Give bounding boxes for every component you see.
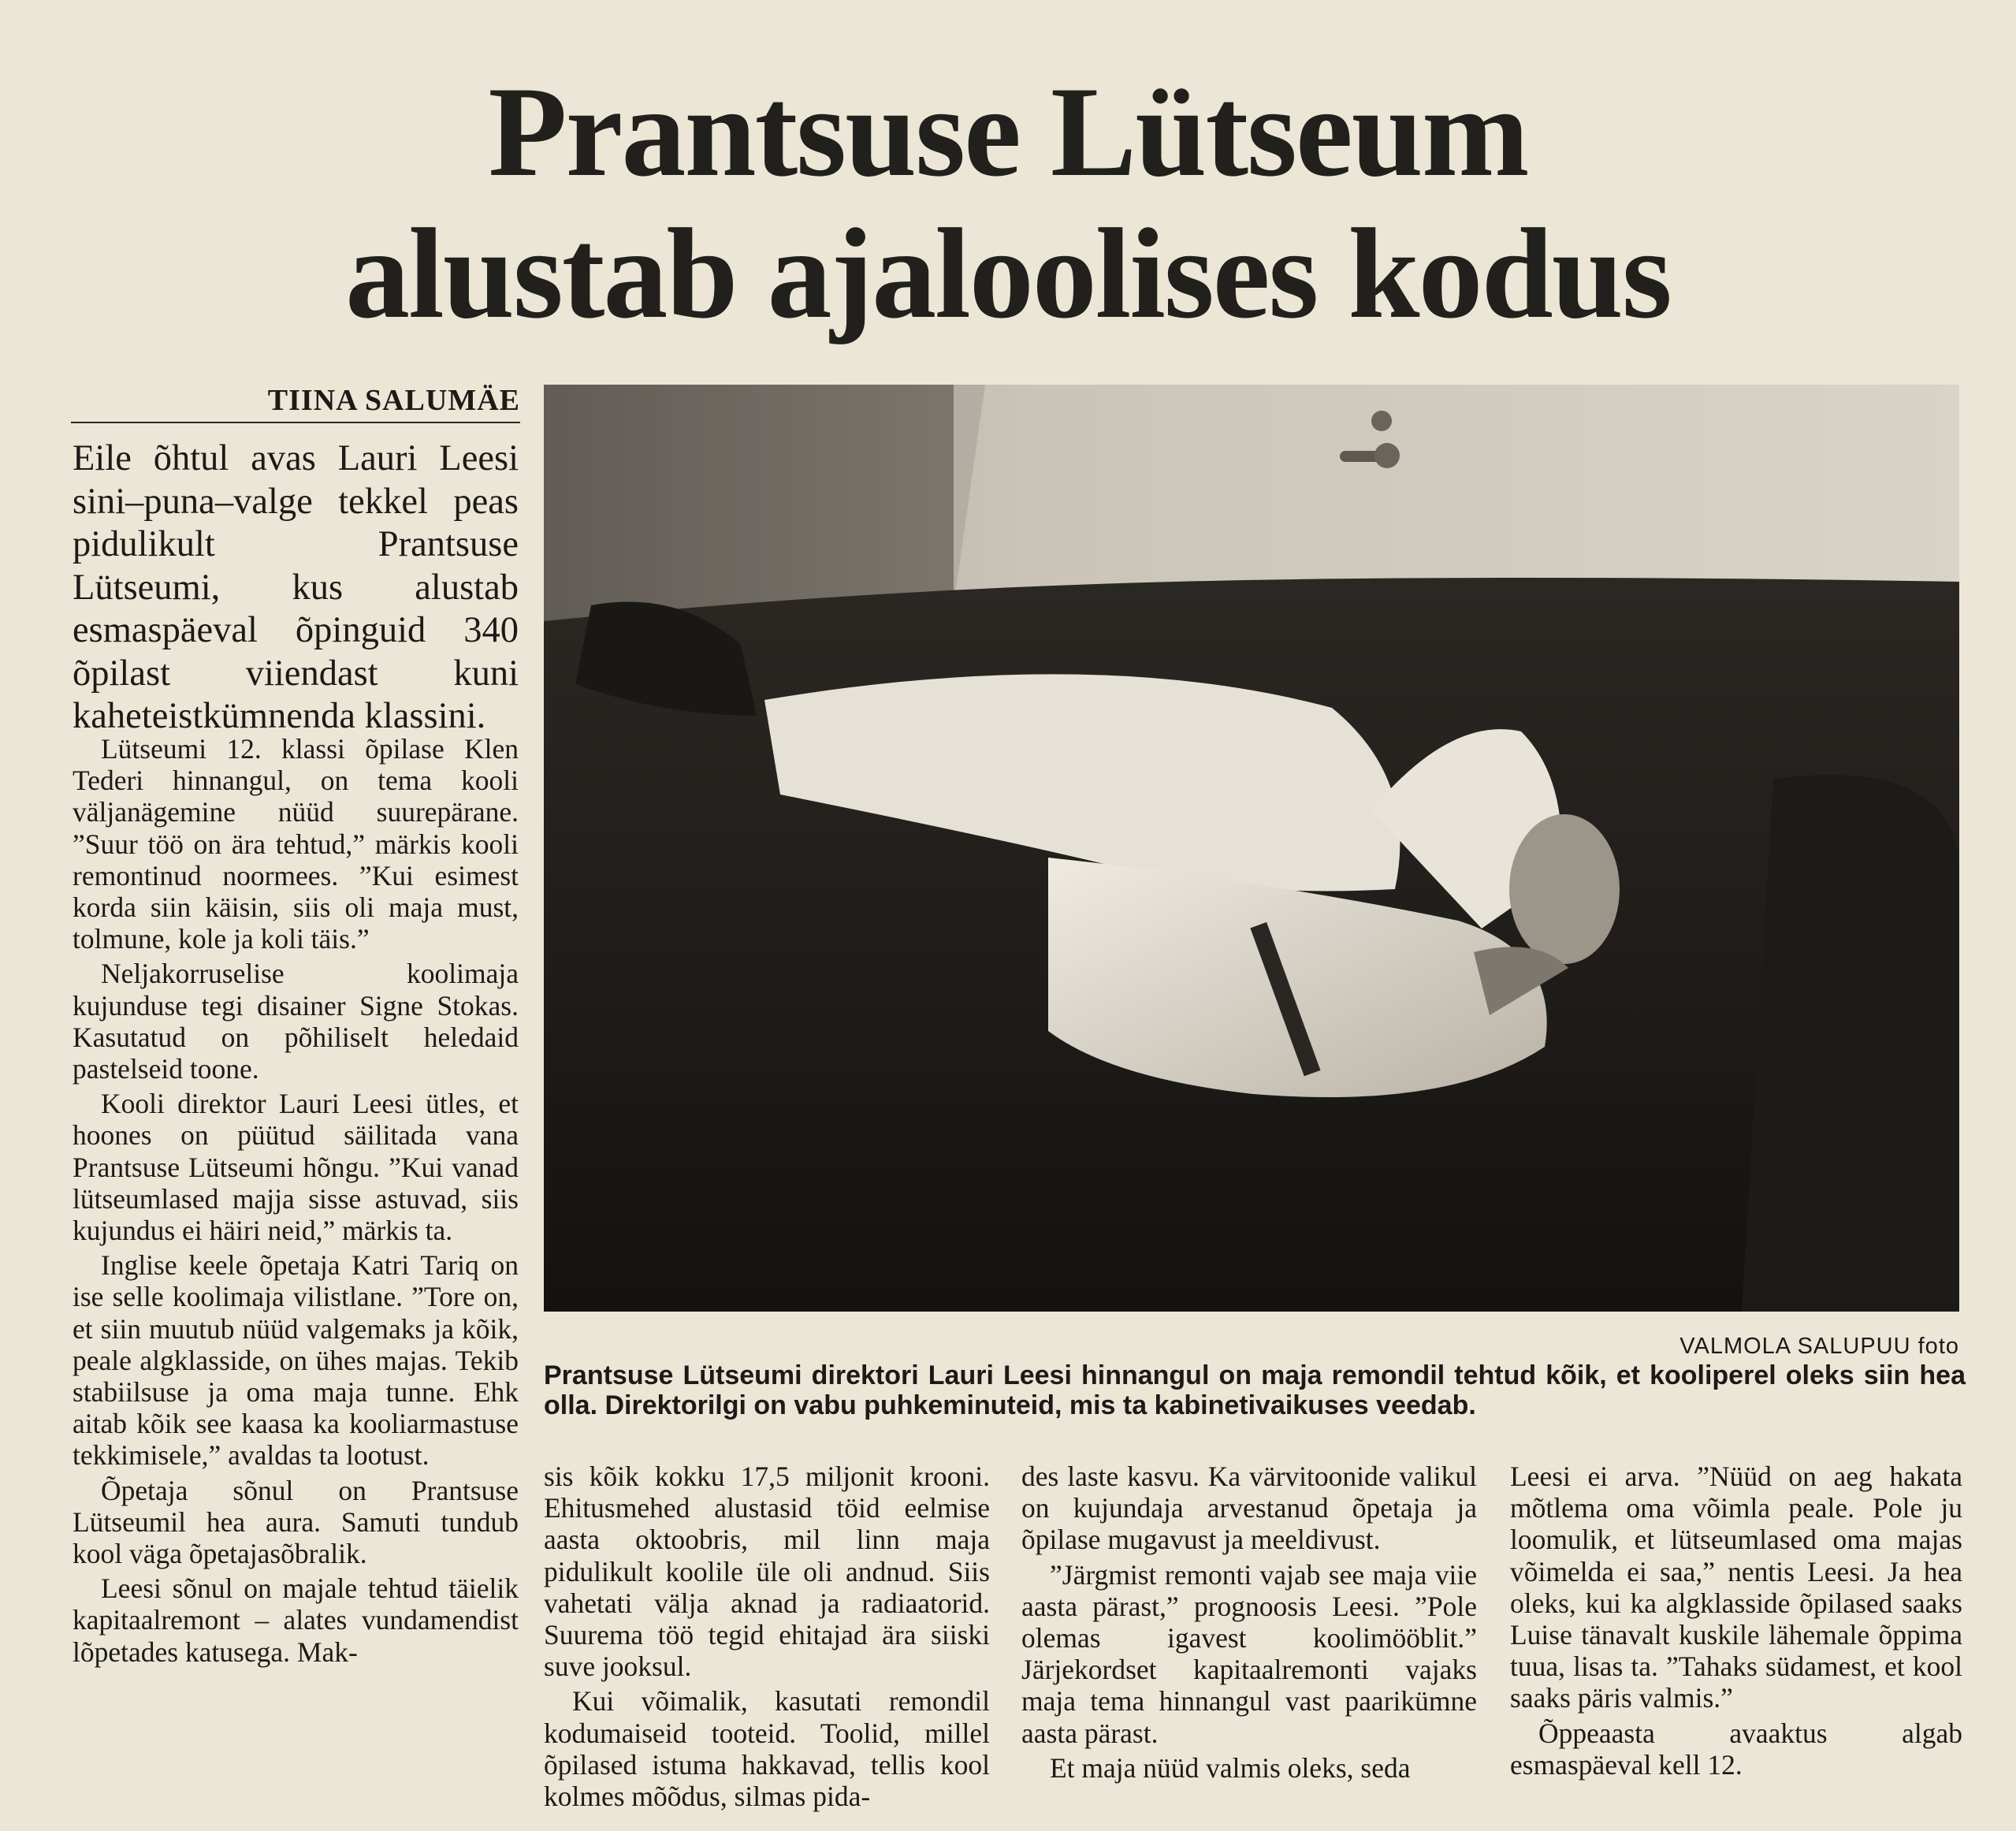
body-paragraph: ”Järgmist remonti vajab see maja viie aasta pärast,” prognoosis Leesi. ”Pole olemas igavest koolimööblit.” Järjekordset kapitaalremonti vajaks maja tema hinnangul vast paarikümne aasta pärast. [1021, 1558, 1477, 1749]
body-paragraph: sis kõik kokku 17,5 miljonit krooni. Ehitusmehed alustasid töid eelmise aasta oktoobris, mil linn maja pidulikult koolile üle oli andnud. Siis vahetati välja aknad ja radiaatorid. Suurema töö tegid ehitajad ära siiski suve jooksul. [544, 1461, 990, 1683]
body-paragraph: Leesi ei arva. ”Nüüd on aeg hakata mõtlema oma võimla peale. Pole ju loomulik, et lütseumlased oma majas võimelda ei saa,” nentis Leesi. Ja hea oleks, kui ka algklasside õpilased saaks Luise tänavalt kuskile lähemale õppima tuua, lisas ta. ”Tahaks südamest, et kool saaks päris valmis.” [1510, 1461, 1962, 1714]
body-column-2 [544, 1461, 990, 1815]
body-paragraph: Neljakorruselise koolimaja kujunduse tegi disainer Signe Stokas. Kasutatud on põhiliselt heledaid pastelseid toone. [73, 958, 519, 1085]
body-paragraph: Kui võimalik, kasutati remondil kodumaiseid tooteid. Toolid, millel õpilased istuma hakkavad, tellis kool kolmes mõõdus, silmas pida- [544, 1685, 990, 1813]
body-paragraph: Inglise keele õpetaja Katri Tariq on ise selle koolimaja vilistlane. ”Tore on, et siin muutub nüüd valgemaks ja kõik, peale algklasside, on ühes majas. Tekib stabiilsuse ja oma maja tunne. Ehk aitab kõik see kaasa ka kooliarmastuse tekkimisele,” avaldas ta lootust. [73, 1249, 519, 1472]
sofa-arm [1742, 775, 1959, 1312]
body-paragraph: Õppeaasta avaaktus algab esmaspäeval kell 12. [1510, 1717, 1962, 1781]
headline-line-2: alustab ajaloolises kodus [345, 203, 1671, 345]
man-head [1509, 814, 1620, 964]
lead-text: Eile õhtul avas Lauri Leesi sini–puna–valge tekkel peas pidulikult Prantsuse Lütseumi, kus alustab esmaspäeval õpinguid 340 õpilast viiendast kuni kaheteistkümnenda klassini. [73, 438, 519, 736]
body-column-3 [1021, 1461, 1477, 1787]
body-paragraph: Õpetaja sõnul on Prantsuse Lütseumil hea aura. Samuti tundub kool väga õpetajasõbralik. [73, 1474, 519, 1570]
body-paragraph: Lütseumi 12. klassi õpilase Klen Tederi hinnangul, on tema kooli väljanägemine nüüd suurepärane. ”Suur töö on ära tehtud,” märkis kooli remontinud noormees. ”Kui esimest korda siin käisin, siis oli maja must, tolmune, kole ja koli täis.” [73, 733, 519, 955]
lead-paragraph [73, 437, 519, 739]
body-paragraph: Leesi sõnul on majale tehtud täielik kapitaalremont – alates vundamendist lõpetades katusega. Mak- [73, 1572, 519, 1668]
body-column-1 [73, 733, 519, 1671]
body-paragraph: Et maja nüüd valmis oleks, seda [1050, 1751, 1411, 1784]
body-column-4 [1510, 1461, 1962, 1784]
body-paragraph: Kooli direktor Lauri Leesi ütles, et hoones on püütud säilitada vana Prantsuse Lütseumi hõngu. ”Kui vanad lütseumlased majja sisse astuvad, siis kujundus ei häiri neid,” märkis ta. [73, 1088, 519, 1247]
door-lock [1371, 411, 1392, 431]
headline [0, 61, 2016, 345]
photo [544, 385, 1959, 1312]
photo-illustration [544, 385, 1959, 1312]
photo-caption: Prantsuse Lütseumi direktori Lauri Leesi hinnangul on maja remondil tehtud kõik, et kooliperel oleks siin hea olla. Direktorilgi on vabu puhkeminuteid, mis ta kabinetivaikuses veedab. [544, 1360, 1966, 1420]
headline-line-1: Prantsuse Lütseum [488, 61, 1528, 203]
photo-credit: VALMOLA SALUPUU foto [1679, 1334, 1959, 1359]
byline: TIINA SALUMÄE [267, 384, 520, 417]
byline-divider [71, 422, 520, 423]
body-paragraph: des laste kasvu. Ka värvitoonide valikul on kujundaja arvestanud õpetaja ja õpilase mugavust ja meeldivust. [1021, 1461, 1477, 1556]
